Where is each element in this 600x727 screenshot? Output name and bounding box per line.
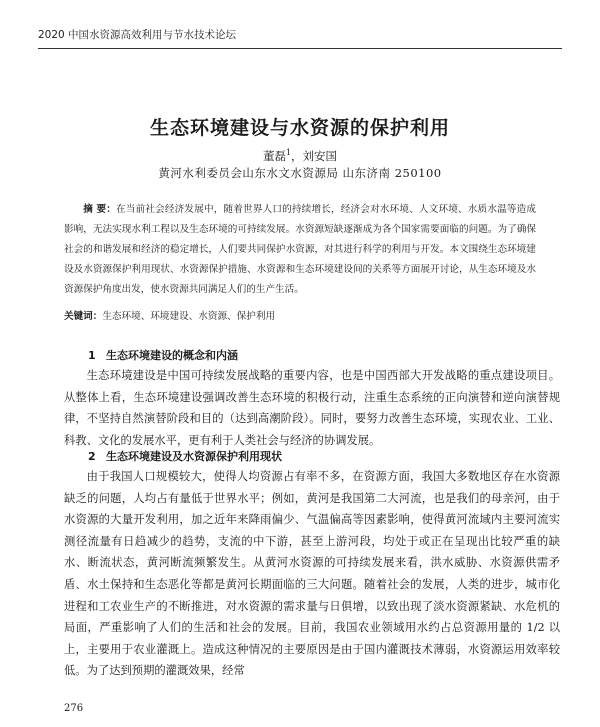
section-2-paragraph: 由于我国人口规模较大，使得人均资源占有率不多，在资源方面，我国大多数地区存在水资源缺乏的问题，人均占有量低于世界水平；例如，黄河是我国第二大河流，也是我们的母亲河，由于水资源的大量开发利用，加之近年来降雨偏少、气温偏高等因素影响，使得黄河流域内主要河流实测径流量有日趋减少的趋势，支流的中下游，甚至上游河段，均处于或正在呈现出比较严重的缺水、断流状态，黄河断流频繁发生。从黄河水资源的可持续发展来看，洪水威胁、水资源供需矛盾、水土保持和生态恶化等都是黄河长期面临的三大问题。随着社会的发展，人类的进步，城市化进程和工农业生产的不断推进，对水资源的需求量与日俱增，以致出现了淡水资源紧缺、水危机的局面，严重影响了人们的生活和社会的发展。目前，我国农业领域用水约占总资源用量的 1/2 以上，主要用于农业灌溉上。造成这种情况的主要原因是由于国内灌溉技术薄弱，水资源运用效率较低。为了达到预期的灌溉效果，经常 <box>64 470 560 678</box>
abstract <box>64 200 536 300</box>
section-1-title: 生态环境建设的概念和内涵 <box>106 349 238 362</box>
section-2-heading <box>88 448 282 464</box>
section-2-title: 生态环境建设及水资源保护利用现状 <box>106 450 282 463</box>
page-number: 276 <box>64 703 84 714</box>
article-title: 生态环境建设与水资源的保护利用 <box>149 117 450 139</box>
keywords <box>64 308 536 322</box>
section-1-heading <box>88 347 238 363</box>
keywords-text: 生态环境、环境建设、水资源、保护利用 <box>102 311 276 322</box>
header-rule <box>38 48 562 49</box>
affiliation: 黄河水利委员会山东水文水资源局 山东济南 250100 <box>158 166 442 180</box>
author-affiliation-mark: 1 <box>285 148 292 158</box>
section-2-number: 2 <box>88 450 96 463</box>
section-1-paragraph: 生态环境建设是中国可持续发展战略的重要内容，也是中国西部大开发战略的重点建设项目。从整体上看，生态环境建设强调改善生态环境的积极行动，注重生态系统的正向演替和逆向演替规律，不坚持自然演替阶段和目的（达到高潮阶段）。同时，要努力改善生态环境，实现农业、工业、科教、文化的发展水平，更有利于人类社会与经济的协调发展。 <box>64 369 560 447</box>
author-line <box>0 148 600 164</box>
author-name: 董磊 <box>262 149 286 163</box>
running-head: 2020 中国水资源高效利用与节水技术论坛 <box>38 29 237 41</box>
coauthor-name: ，刘安国 <box>291 149 338 163</box>
section-1-number: 1 <box>88 349 96 362</box>
abstract-text: 在当前社会经济发展中，随着世界人口的持续增长，经济会对水环境、人文环境、水质水温等造成影响，无法实现水利工程以及生态环境的可持续发展。水资源短缺逐渐成为各个国家需要面临的问题。为了确保社会的和谐发展和经济的稳定增长，人们要共同保护水资源，对其进行科学的利用与开发。本文围绕生态环境建设及水资源保护利用现状、水资源保护措施、水资源和生态环境建设间的关系等方面展开讨论，从生态环境及水资源保护角度出发，使水资源共同满足人们的生产生活。 <box>64 204 537 295</box>
abstract-label: 摘 要： <box>83 204 117 215</box>
keywords-label: 关键词： <box>64 311 103 322</box>
